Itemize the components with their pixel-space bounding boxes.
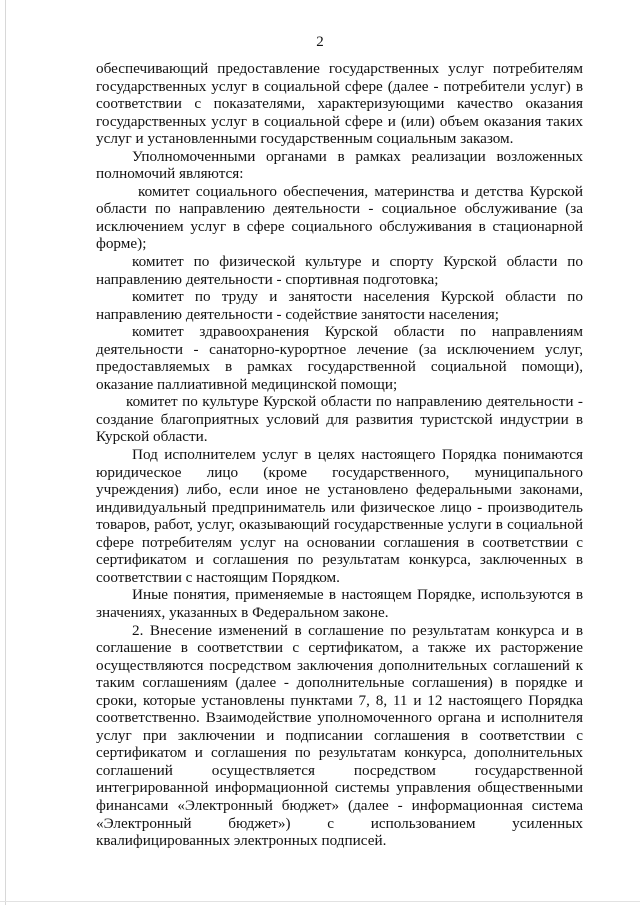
scan-edge-left <box>5 0 6 905</box>
page-number: 2 <box>316 34 324 50</box>
paragraph-committee-culture: комитет по культуре Курской области по направлению деятельности - создание благоприятных условий для развития туристской индустрии в Курской области. <box>96 393 583 446</box>
paragraph-committee-social: комитет социального обеспечения, материнства и детства Курской области по направлению деятельности - социальное обслуживание (за исключением услуг в сфере социального обслуживания в стационарной форме); <box>96 182 583 253</box>
paragraph-committee-sport: комитет по физической культуре и спорту Курской области по направлению деятельности - спортивная подготовка; <box>96 253 583 288</box>
paragraph-authorized-bodies: Уполномоченными органами в рамках реализации возложенных полномочий являются: <box>96 147 583 183</box>
document-body <box>96 60 583 850</box>
paragraph-other-terms: Иные понятия, применяемые в настоящем Порядке, используются в значениях, указанных в Федеральном законе. <box>96 586 583 621</box>
paragraph-section-2: 2. Внесение изменений в соглашение по результатам конкурса и в соглашение в соответствии с сертификатом, а также их расторжение осуществляются посредством заключения дополнительных соглашений к таким соглашениям (далее - дополнительные соглашения) в порядке и сроки, которые установлены пунктами 7, 8, 11 и 12 настоящего Порядка соответственно. Взаимодействие уполномоченного органа и исполнителя услуг при заключении и подписании соглашения в соответствии с сертификатом и соглашения по результатам конкурса, дополнительных соглашений осуществляется посредством государственной интегрированной информационной системы управления общественными финансами «Электронный бюджет» (далее - информационная система «Электронный бюджет») с использованием усиленных квалифицированных электронных подписей. <box>96 621 583 850</box>
paragraph-service-executor: Под исполнителем услуг в целях настоящего Порядка понимаются юридическое лицо (кроме государственного, муниципального учреждения) либо, если иное не установлено федеральными законами, индивидуальный предприниматель или физическое лицо - производитель товаров, работ, услуг, оказывающий государственные услуги в социальной сфере потребителям услуг на основании соглашения в соответствии с сертификатом и соглашения по результатам конкурса, заключенных в соответствии с настоящим Порядком. <box>96 446 583 586</box>
paragraph-committee-labor: комитет по труду и занятости населения Курской области по направлению деятельности - содействие занятости населения; <box>96 288 583 323</box>
paragraph-intro: обеспечивающий предоставление государственных услуг потребителям государственных услуг в социальной сфере (далее - потребители услуг) в соответствии с показателями, характеризующими качество оказания государственных услуг в социальной сфере и (или) объем оказания таких услуг и установленными государственным социальным заказом. <box>96 60 583 148</box>
scan-edge-bottom <box>0 901 640 902</box>
paragraph-committee-health: комитет здравоохранения Курской области по направлениям деятельности - санаторно-курортное лечение (за исключением услуг, предоставляемых в рамках государственной социальной помощи), оказание паллиативной медицинской помощи; <box>96 323 583 393</box>
